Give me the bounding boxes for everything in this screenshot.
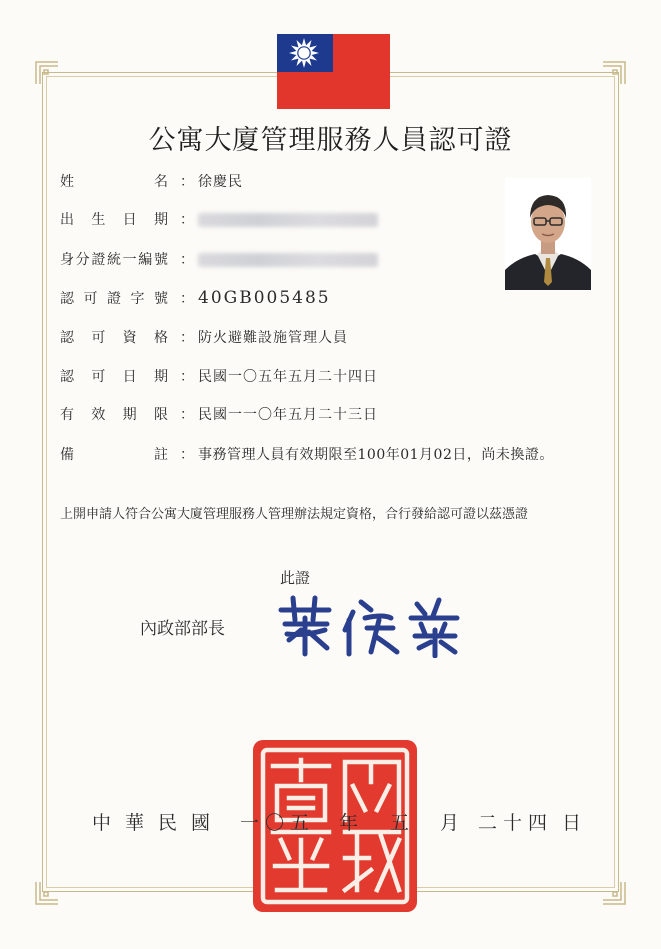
field-label: 出 生 日 期 [60, 212, 168, 228]
field-birth: 出 生 日 期 ： [60, 210, 378, 230]
field-value: 民國一一〇年五月二十三日 [198, 407, 378, 423]
redacted-value [198, 253, 378, 267]
field-label: 備 註 [60, 447, 168, 463]
field-qualification: 認 可 資 格 ： 防火避難設施管理人員 [60, 330, 348, 346]
field-value: 40GB005485 [198, 288, 331, 308]
field-id-no: 身 分 證 統 一 編 號 ： [60, 250, 378, 270]
date-year-unit: 年 [339, 812, 359, 834]
date-month: 五 [390, 812, 410, 834]
field-label: 身 分 證 統 一 編 號 [60, 252, 168, 268]
holder-photo [505, 178, 591, 290]
field-value: 防火避難設施管理人員 [198, 330, 348, 346]
field-label: 認 可 日 期 [60, 369, 168, 385]
corner-ornament-bottom-left [34, 880, 60, 906]
field-label: 認 可 證 字 號 [60, 291, 168, 307]
date-era: 中華民國 [92, 812, 225, 834]
field-value: 事務管理人員有效期限至100年01月02日，尚未換證。 [198, 447, 554, 463]
field-expiry: 有 效 期 限 ： 民國一一〇年五月二十三日 [60, 407, 378, 423]
date-day-unit: 日 [562, 812, 582, 834]
flag-icon [277, 34, 390, 109]
field-label: 姓 名 [60, 174, 168, 190]
corner-ornament-top-left [34, 60, 60, 86]
field-remarks: 備 註 ： 事務管理人員有效期限至100年01月02日，尚未換證。 [60, 447, 554, 463]
field-label: 認 可 資 格 [60, 330, 168, 346]
field-cert-no: 認 可 證 字 號 ： 40GB005485 [60, 288, 331, 308]
minister-title: 內政部部長 [140, 619, 225, 639]
date-month-unit: 月 [440, 812, 460, 834]
corner-ornament-bottom-right [601, 880, 627, 906]
certify-text: 此證 [280, 569, 311, 587]
field-value: 民國一〇五年五月二十四日 [198, 369, 378, 385]
field-label: 有 效 期 限 [60, 407, 168, 423]
date-year: 一〇五 [240, 812, 316, 834]
field-name: 姓 名 ： 徐慶民 [60, 174, 243, 190]
certificate-title: 公寓大廈管理服務人員認可證 [148, 125, 513, 156]
statement-text: 上開申請人符合公寓大廈管理服務人管理辦法規定資格，合行發給認可證以茲憑證 [60, 507, 529, 522]
redacted-value [198, 213, 378, 227]
field-value: 徐慶民 [198, 174, 243, 190]
field-approval-date: 認 可 日 期 ： 民國一〇五年五月二十四日 [60, 369, 378, 385]
corner-ornament-top-right [601, 60, 627, 86]
date-day: 二十四 [478, 812, 554, 834]
signature [275, 590, 465, 658]
